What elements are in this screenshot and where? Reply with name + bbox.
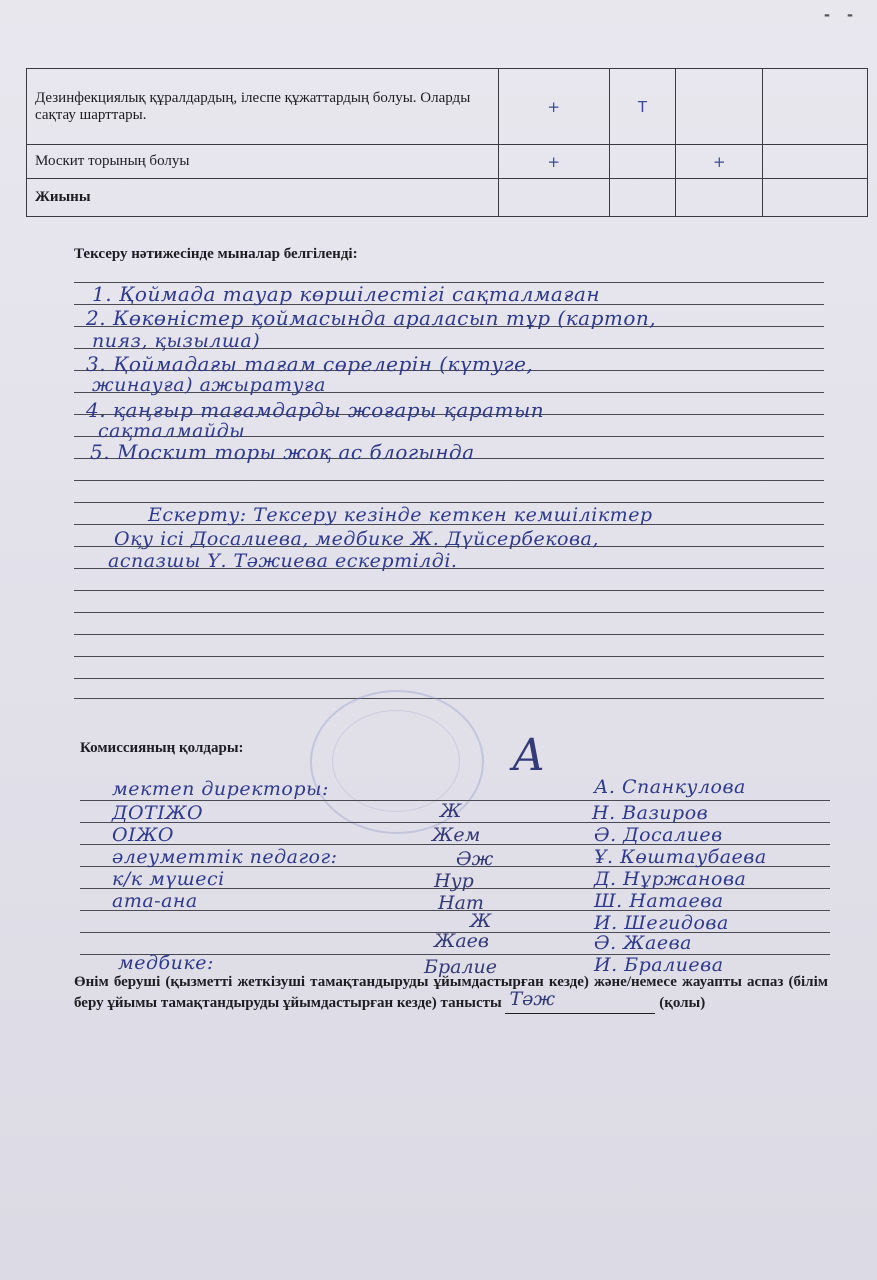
- handwritten-finding: пияз, қызылша): [92, 330, 261, 352]
- check-mark: [498, 179, 609, 217]
- signer-name: Ә. Жаева: [594, 932, 692, 954]
- check-mark: [676, 69, 763, 145]
- ruled-line: [74, 634, 824, 635]
- signer-role: мектеп директоры:: [112, 778, 329, 800]
- check-mark: [609, 179, 676, 217]
- signatures-title: Комиссияның қолдары:: [80, 740, 244, 756]
- ruled-line: [74, 502, 824, 503]
- signature-mark: Бралие: [424, 956, 498, 978]
- signature-mark: Нат: [438, 892, 484, 914]
- acknowledgement-text: [74, 972, 828, 1014]
- row-label: Жиыны: [27, 179, 499, 217]
- ruled-line: [74, 656, 824, 657]
- signer-role: медбике:: [118, 952, 214, 974]
- signer-name: Ә. Досалиев: [594, 824, 723, 846]
- signer-role: ата-ана: [112, 890, 198, 912]
- signer-role: әлеуметтік педагог:: [112, 846, 338, 868]
- signature-mark: Тәж: [509, 988, 555, 1010]
- signer-name: А. Спанкулова: [594, 776, 746, 798]
- row-label: Москит торының болуы: [27, 145, 499, 179]
- signature-mark: Әж: [456, 848, 494, 870]
- ruled-line: [74, 590, 824, 591]
- signature-mark: Жем: [432, 824, 481, 846]
- check-mark: +: [498, 69, 609, 145]
- signature-mark: А: [512, 730, 546, 781]
- signature-mark: Ж: [440, 800, 462, 822]
- handwritten-finding: жинауға) ажыратуға: [92, 374, 326, 396]
- findings-title: Тексеру нәтижесінде мыналар белгіленді:: [74, 246, 358, 262]
- ruled-line: [74, 698, 824, 699]
- signature-mark: Нур: [434, 870, 474, 892]
- stamp-inner: [332, 710, 460, 812]
- check-mark: [763, 69, 868, 145]
- ruled-line: [74, 480, 824, 481]
- row-label: Дезинфекциялық құралдардың, ілеспе құжаттардың болуы. Оларды сақтау шарттары.: [27, 69, 499, 145]
- ruled-line: [74, 612, 824, 613]
- signature-label: (қолы): [659, 995, 706, 1011]
- handwritten-finding: 2. Көкөністер қоймасында араласып тұр (картоп,: [86, 306, 657, 330]
- table-row: [27, 69, 868, 145]
- acknowledgement-body: Өнім беруші (қызметті жеткізуші тамақтандыруды ұйымдастырған кезде) және/немесе жауапты аспаз (білім беру ұйымы тамақтандыруды ұйымдастырған кезде) танысты: [74, 974, 828, 1011]
- signer-role: ОІЖО: [112, 824, 175, 846]
- check-mark: [763, 179, 868, 217]
- handwritten-note: Ескерту: Тексеру кезінде кеткен кемшіліктер: [148, 504, 653, 526]
- handwritten-finding: 5. Москит торы жоқ ас блогында: [90, 440, 475, 464]
- signature-mark: Ж: [470, 910, 492, 932]
- handwritten-finding: 4. қаңғыр тағамдарды жоғары қаратып: [86, 398, 545, 422]
- signature-mark: Жаев: [434, 930, 489, 952]
- handwritten-note: аспазшы Ү. Тәжиева ескертілді.: [108, 550, 458, 572]
- signer-name: Ш. Натаева: [594, 890, 724, 912]
- check-mark: Т: [609, 69, 676, 145]
- table-row: [27, 145, 868, 179]
- signer-role: ДОТІЖО: [112, 802, 204, 824]
- ruled-line: [74, 678, 824, 679]
- signature-blank: [505, 988, 655, 1014]
- check-mark: [676, 179, 763, 217]
- check-mark: +: [676, 145, 763, 179]
- check-mark: [763, 145, 868, 179]
- checklist-table: [26, 68, 868, 217]
- signer-name: Ұ. Көштаубаева: [594, 846, 767, 868]
- signer-name: Н. Вазиров: [592, 802, 709, 824]
- check-mark: [609, 145, 676, 179]
- handwritten-finding: 3. Қоймадағы тағам сөрелерін (күтуге,: [86, 352, 534, 376]
- handwritten-finding: сақталмайды: [98, 420, 246, 442]
- signer-name: И. Шегидова: [594, 912, 729, 934]
- handwritten-finding: 1. Қоймада тауар көршілестігі сақталмаған: [92, 282, 601, 306]
- signer-name: И. Бралиева: [594, 954, 724, 976]
- signer-role: к/к мүшесі: [112, 868, 225, 890]
- handwritten-note: Оқу ісі Досалиева, медбике Ж. Дүйсербекова,: [114, 528, 599, 550]
- check-mark: +: [498, 145, 609, 179]
- corner-mark: - -: [824, 4, 859, 24]
- table-row-total: [27, 179, 868, 217]
- signer-name: Д. Нұржанова: [594, 868, 747, 890]
